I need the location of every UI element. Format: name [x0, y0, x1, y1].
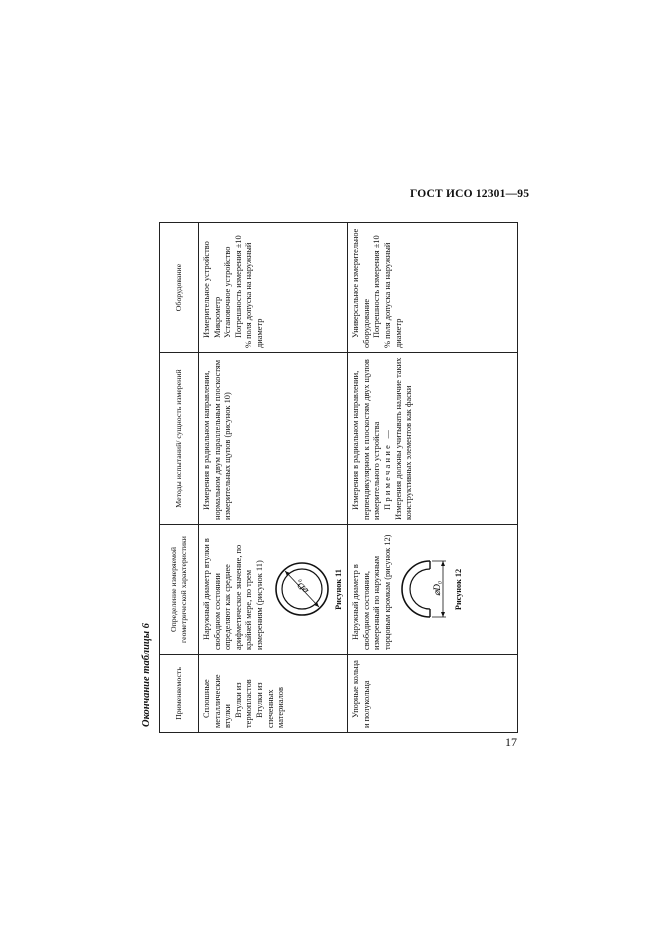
document-code-header: ГОСТ ИСО 12301—95 — [410, 188, 530, 200]
rotated-table-block — [141, 223, 514, 733]
note-text: Измерения должны учитывать наличие таких конструктивных элементов как фаски — [393, 357, 414, 520]
method-text: Измерения в радиальном направлении, перпендикулярном к плоскостям двух щупов измерительного устройства — [351, 359, 382, 520]
applicability-item: Втулки из термопластов — [233, 679, 254, 728]
cell-applicability — [199, 655, 348, 733]
table-row — [199, 223, 348, 733]
method-text: Измерения в радиальном направлении, нормальном двум параллельным плоскостям измерительных щупов (рисунок 10) — [202, 359, 233, 520]
table-caption: Окончание таблицы 6 — [141, 623, 152, 727]
definition-text: Наружный диаметр втулки в свободном состоянии определяют как среднее арифметическое значение, по крайней мере, по трем измерениям (рисунок 11) — [202, 538, 264, 650]
applicability-item: Упорные кольца и полукольца — [351, 660, 371, 728]
figure-12-thrust-half-ring — [400, 550, 452, 630]
cell-method — [199, 353, 348, 525]
note-title: Примечание — — [382, 427, 392, 510]
column-header-definition: Определение измеряемой геометрической характеристики — [160, 525, 199, 655]
equipment-item: Универсальное измерительное оборудование — [351, 228, 371, 348]
table-row — [348, 223, 518, 733]
column-header-method: Методы испытаний/ сущность измерений — [160, 353, 199, 525]
figure-12-caption: Рисунок 12 — [453, 568, 463, 611]
page-number: 17 — [505, 735, 517, 749]
figure-12-dimension-label: ⌀D₀ — [431, 581, 442, 597]
column-header-applicability: Применяемость — [160, 655, 199, 733]
figure-11-caption: Рисунок 11 — [333, 569, 343, 610]
equipment-item: Измерительное устройство — [202, 241, 211, 338]
figure-11-bushing-ring — [272, 550, 332, 630]
cell-definition — [199, 525, 348, 655]
figure-11-dimension-label: ⌀D₀ — [292, 578, 311, 597]
cell-equipment — [199, 223, 348, 353]
equipment-item: Погрешность измерения ±10 % поля допуска на наружный диаметр — [233, 235, 264, 348]
applicability-item: Втулки из спеченных материалов — [254, 682, 286, 728]
cell-method — [348, 353, 518, 525]
table-6-continuation — [159, 222, 518, 733]
cell-applicability — [348, 655, 518, 733]
column-header-equipment: Оборудование — [160, 223, 199, 353]
table-header-row — [160, 223, 199, 733]
cell-equipment — [348, 223, 518, 353]
equipment-item: Микрометр — [212, 296, 222, 338]
definition-text: Наружный диаметр в свободном состоянии, измеренный по наружным торцовым кромкам (рисунок 12) — [351, 534, 392, 650]
equipment-item: Погрешность измерения ±10 % поля допуска на наружный диаметр — [372, 235, 403, 348]
equipment-item: Установочное устройство — [223, 246, 233, 338]
cell-definition — [348, 525, 518, 655]
applicability-item: Сплошные металлические втулки — [202, 674, 233, 728]
